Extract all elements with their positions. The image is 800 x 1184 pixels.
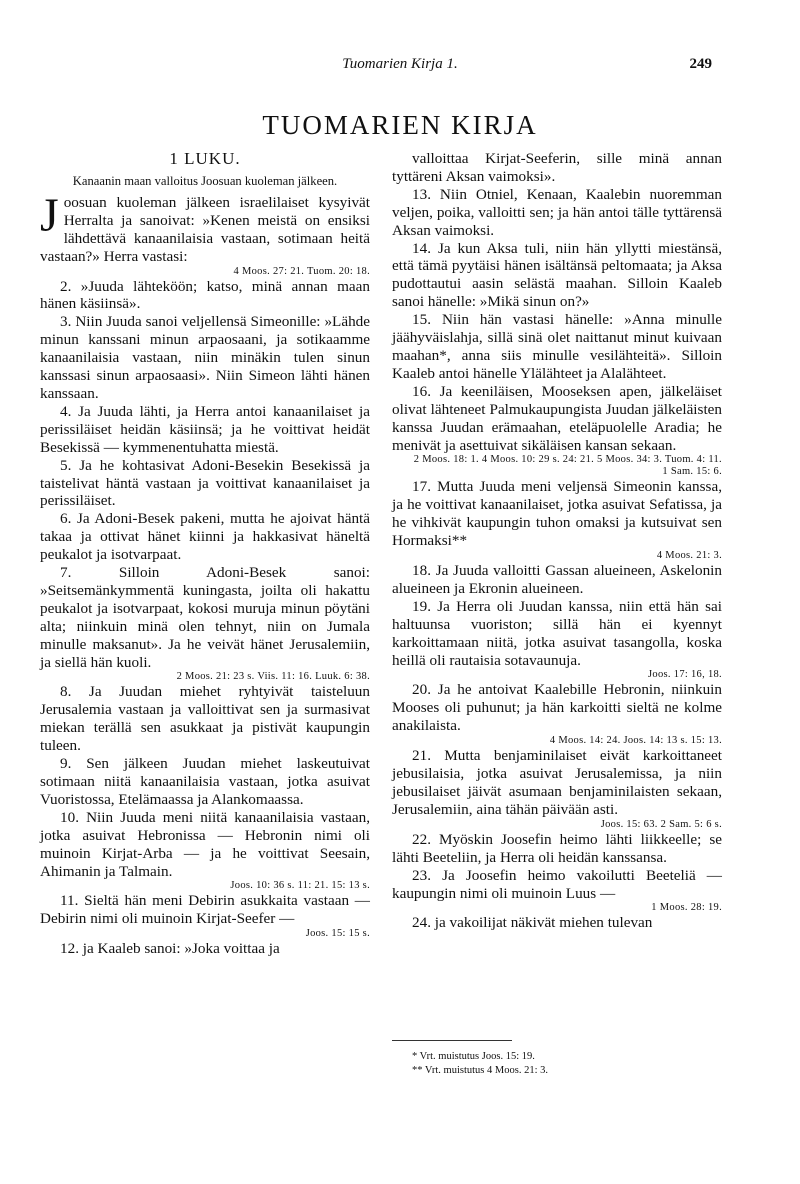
verse-text: 22. Myöskin Joosefin heimo lähti liikkeelle; se lähti Beeteliin, ja Herra oli heidän kanssansa.: [392, 830, 722, 866]
verse-paragraph: [40, 564, 370, 683]
cross-reference: 2 Moos. 21: 23 s. Viis. 11: 16. Luuk. 6: 38.: [176, 671, 370, 683]
verse-paragraph: [40, 457, 370, 511]
cross-reference: Joos. 10: 36 s. 11: 21. 15: 13 s.: [230, 880, 370, 892]
verse-text: 17. Mutta Juuda meni veljensä Simeonin kanssa, ja he voittivat kanaanilaiset, jotka asuivat Sefatissa, ja he vihkivät kaupungin tuhon omaksi ja kutsuivat sen Hormaksi**: [392, 478, 722, 550]
verse-paragraph: [40, 683, 370, 755]
cross-reference: 4 Moos. 27: 21. Tuom. 20: 18.: [233, 265, 370, 277]
cross-reference: Joos. 17: 16, 18.: [648, 669, 722, 681]
verse-paragraph: [40, 403, 370, 457]
verse-text: 9. Sen jälkeen Juudan miehet laskeutuivat sotimaan niitä kanaanilaisia vastaan, jotka asuivat Vuoristossa, Etelämaassa ja Alankomaassa.: [40, 755, 370, 808]
verse-text: 4. Ja Juuda lähti, ja Herra antoi kanaanilaiset ja perissiläiset heidän käsiinsä; ja he voittivat heidät Besekissä — kymmenentuhatta miestä.: [40, 402, 370, 456]
verse-text: 21. Mutta benjaminilaiset eivät karkoittaneet jebusilaisia, jotka asuivat Jerusalemissa, ja niin jebusilaiset jäivät asumaan benjaminilaisten sekaan, Jerusalemiin, aina tähän päivään asti.: [392, 747, 722, 818]
verse-paragraph: [392, 914, 722, 932]
verse-paragraph: [40, 809, 370, 893]
verse-paragraph: [392, 186, 722, 240]
verse-paragraph: [40, 313, 370, 403]
drop-cap: J: [40, 188, 59, 242]
right-column-text: [392, 150, 722, 932]
chapter-summary: Kanaanin maan valloitus Joosuan kuoleman jälkeen.: [72, 173, 338, 188]
left-column: [40, 150, 370, 958]
cross-reference: Joos. 15: 63. 2 Sam. 5: 6 s.: [600, 818, 722, 830]
verse-paragraph: [392, 681, 722, 747]
left-column-text: [40, 188, 370, 958]
verse-text: 19. Ja Herra oli Juudan kanssa, niin että hän sai haltuunsa vuoriston; sillä hän ei kyennyt karkoittamaan niitä, jotka asuivat tasangolla, koska heillä oli rautaisia sotavaunuja.: [392, 597, 722, 669]
book-title: TUOMARIEN KIRJA: [262, 110, 538, 140]
footnote-divider: [392, 1040, 512, 1041]
verse-text: oosuan kuoleman jälkeen israelilaiset kysyivät Herralta ja sanoivat: »Kenen meistä on ensiksi lähdettävä kanaanilaisia vastaan, sotimaan heitä vastaan?» Herra vastasi:: [40, 193, 370, 265]
verse-text: 11. Sieltä hän meni Debirin asukkaita vastaan — Debirin nimi oli muinoin Kirjat-Seefer —: [40, 892, 370, 928]
verse-paragraph: [392, 747, 722, 831]
verse-text: 3. Niin Juuda sanoi veljellensä Simeonille: »Lähde minun kanssani minun arpaosaani, ja sotikaamme kanaanilaisia vastaan, niin minäkin tulen sinun kanssasi sinun arpaosaasi». Niin Simeon lähti hänen kanssaan.: [40, 313, 370, 402]
verse-paragraph: [392, 562, 722, 598]
footnote: * Vrt. muistutus Joos. 15: 19.: [412, 1051, 535, 1062]
verse-paragraph: [40, 940, 370, 958]
verse-text: 7. Silloin Adoni-Besek sanoi: »Seitsemänkymmentä kuningasta, joilta oli hakattu peukalot ja isotvarpaat, kokosi muruja minun pöytäni alta; niinkuin minä olen tehnyt, niin on Jumala minulle maksanut». Ja he veivät hänet Jerusalemiin, ja siellä hän kuoli.: [40, 564, 370, 671]
verse-paragraph: [40, 755, 370, 809]
verse-paragraph: [392, 867, 722, 915]
verse-text: 23. Ja Joosefin heimo vakoilutti Beeteliä — kaupungin nimi oli muinoin Luus —: [392, 866, 722, 902]
verse-paragraph: [40, 510, 370, 564]
verse-text: 16. Ja keeniläisen, Mooseksen apen, jälkeläiset olivat lähteneet Palmukaupungista Juudan jälkeläisten kanssa Juudan erämaahan, eteläpuolelle Aradia; he menivät ja asettuivat sikäläisen kansan sekaan.: [392, 382, 722, 454]
verse-text: 14. Ja kun Aksa tuli, niin hän yllytti miestänsä, että tämä pyytäisi hänen isältänsä peltomaata; ja Aksa pudottautui aasin selästä maahan. Silloin Kaaleb sanoi hänelle: »Mikä sinun on?»: [392, 239, 722, 311]
verse-paragraph: [392, 598, 722, 682]
chapter-heading: 1 LUKU.: [169, 149, 241, 168]
verse-paragraph: [40, 188, 370, 278]
cross-reference: 4 Moos. 21: 3.: [656, 550, 722, 562]
footnote: ** Vrt. muistutus 4 Moos. 21: 3.: [412, 1065, 548, 1076]
verse-text: 5. Ja he kohtasivat Adoni-Besekin Besekissä ja taistelivat häntä vastaan ja voittivat kanaanilaiset ja perissiläiset.: [40, 456, 370, 510]
verse-text: 6. Ja Adoni-Besek pakeni, mutta he ajoivat häntä takaa ja ottivat hänet kiinni ja hakkasivat häneltä peukalot ja isotvarpaat.: [40, 510, 370, 564]
cross-reference: 4 Moos. 14: 24. Joos. 14: 13 s. 15: 13.: [549, 735, 722, 747]
verse-paragraph: [392, 240, 722, 312]
verse-text: 20. Ja he antoivat Kaalebille Hebronin, niinkuin Mooses oli puhunut; ja hän karkoitti sieltä ne kolme anakilaista.: [392, 681, 722, 735]
page-header: [0, 56, 800, 80]
verse-paragraph: [392, 478, 722, 562]
footnotes: [412, 1050, 548, 1078]
verse-text: 8. Ja Juudan miehet ryhtyivät taisteluun Jerusalemia vastaan ja valloittivat sen ja surmasivat miekan terällä sen asukkaat ja pistivät kaupungin tuleen.: [40, 683, 370, 755]
verse-paragraph: [392, 831, 722, 867]
verse-text: 18. Ja Juuda valloitti Gassan alueineen, Askelonin alueineen ja Ekronin alueineen.: [392, 562, 722, 597]
running-title: Tuomarien Kirja 1.: [342, 56, 458, 72]
verse-text: 15. Niin hän vastasi hänelle: »Anna minulle jäähyväislahja, sillä sinä olet naittanut minut kuivaan maahan*, anna siis minulle vesilähteitä». Silloin Kaaleb antoi hänelle Ylälähteet ja Alalähteet.: [392, 311, 722, 382]
page-number: 249: [689, 56, 712, 72]
verse-text: 12. ja Kaaleb sanoi: »Joka voittaa ja: [60, 940, 280, 958]
cross-reference: Joos. 15: 15 s.: [305, 928, 370, 940]
verse-text: 13. Niin Otniel, Kenaan, Kaalebin nuoremman veljen, poika, valloitti sen; ja hän antoi tälle tyttärensä Aksan vaimoksi.: [392, 185, 722, 239]
verse-text: 2. »Juuda lähteköön; katso, minä annan maan hänen käsiinsä».: [40, 277, 370, 313]
verse-paragraph: [392, 311, 722, 383]
verse-text: 24. ja vakoilijat näkivät miehen tulevan: [412, 914, 653, 932]
verse-text: 10. Niin Juuda meni niitä kanaanilaisia vastaan, jotka asuivat Hebronissa — Hebronin nimi oli muinoin Kirjat-Arba — ja he voittivat Seesain, Ahimanin ja Talmain.: [40, 808, 370, 880]
verse-paragraph: [392, 383, 722, 479]
cross-reference: 1 Moos. 28: 19.: [651, 902, 722, 914]
verse-paragraph: [40, 892, 370, 940]
cross-reference: 2 Moos. 18: 1. 4 Moos. 10: 29 s. 24: 21. 5 Moos. 34: 3. Tuom. 4: 11. 1 Sam. 15: 6.: [413, 454, 722, 478]
verse-text: valloittaa Kirjat-Seeferin, sille minä annan tyttäreni Aksan vaimoksi».: [392, 150, 722, 185]
verse-paragraph: [392, 150, 722, 186]
right-column: [392, 150, 722, 932]
verse-paragraph: [40, 278, 370, 314]
